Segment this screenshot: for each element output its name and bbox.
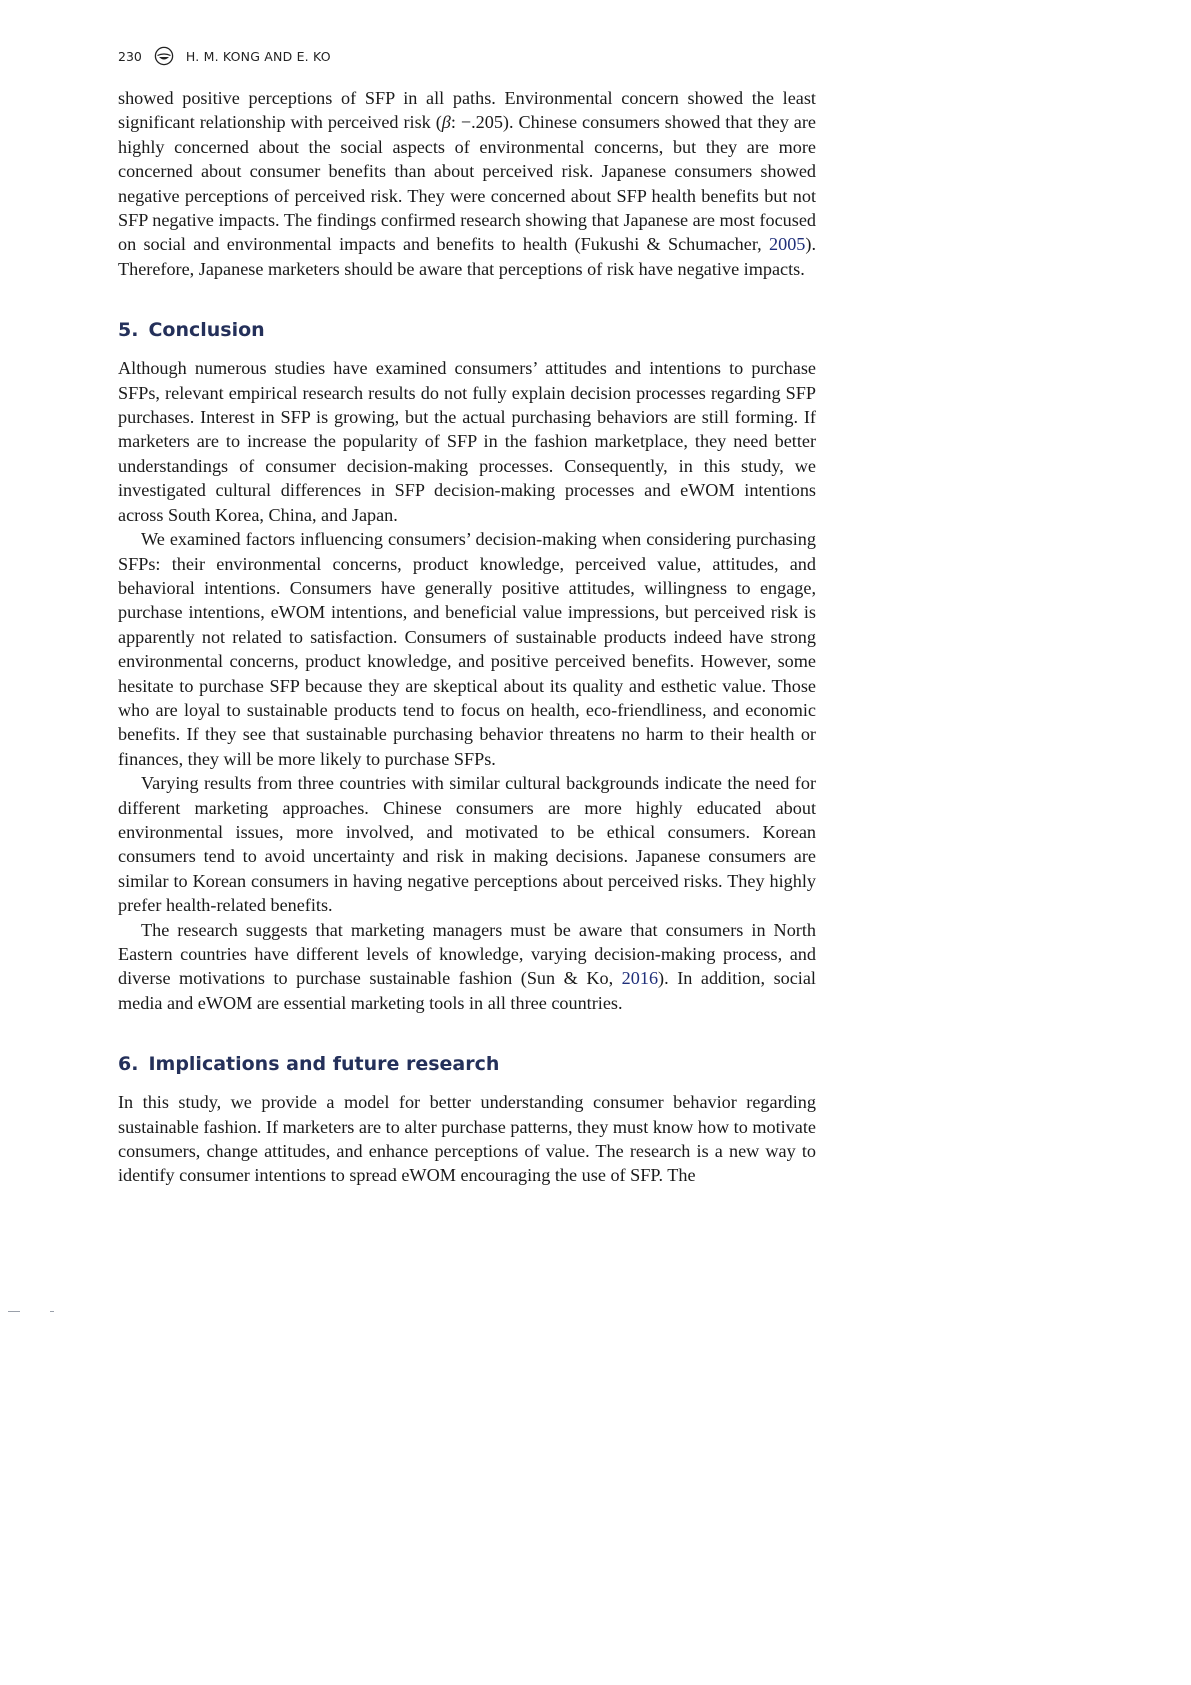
intro-text-2: : −.205). Chinese consumers showed that they are highly concerned about the social aspects of environmental concerns, but they are more concerned about consumer benefits than about perceived risk. Japanese consumers showed negative perceptions of perceived risk. They were concerned about SFP health benefits but not SFP negative impacts. The findings confirmed research showing that Japanese are most focused on social and environmental impacts and benefits to health (Fukushi & Schumacher, <box>118 112 816 255</box>
page-number: 230 <box>118 48 142 64</box>
conclusion-4-text-2: ). In addition, social media and eWOM are essential marketing tools in all three countries. <box>118 968 816 1013</box>
citation-link-2016[interactable]: 2016 <box>621 968 659 989</box>
journal-logo-icon <box>154 46 174 66</box>
section-5-title: Conclusion <box>148 319 265 342</box>
conclusion-4-text-1: The research suggests that marketing managers must be aware that consumers in North Eastern countries have different levels of knowledge, varying decision-making process, and diverse motivations to purchase sustainable fashion (Sun & Ko, <box>118 919 816 989</box>
running-head <box>118 44 816 68</box>
page <box>118 44 816 1188</box>
scan-artifact <box>8 1311 56 1313</box>
section-6-number: 6. <box>118 1053 139 1076</box>
conclusion-paragraph-3: Varying results from three countries with similar cultural backgrounds indicate the need for different marketing approaches. Chinese consumers are more highly educated about environmental issues, more involved, and motivated to be ethical consumers. Korean consumers tend to avoid uncertainty and risk in making decisions. Japanese consumers are similar to Korean consumers in having negative perceptions about perceived risks. They highly prefer health-related benefits. <box>118 773 816 916</box>
intro-text-3: ). Therefore, Japanese marketers should be aware that perceptions of risk have negative impacts. <box>118 234 816 279</box>
conclusion-paragraph-4 <box>118 918 816 1016</box>
section-5-number: 5. <box>118 319 139 342</box>
intro-paragraph <box>118 86 816 281</box>
running-head-authors: H. M. KONG AND E. KO <box>185 48 331 64</box>
section-6-heading <box>118 1052 816 1076</box>
section-5-heading <box>118 318 816 342</box>
implications-paragraph: In this study, we provide a model for better understanding consumer behavior regarding sustainable fashion. If marketers are to alter purchase patterns, they must know how to motivate consumers, change attitudes, and enhance perceptions of value. The research is a new way to identify consumer intentions to spread eWOM encouraging the use of SFP. The <box>118 1092 816 1186</box>
conclusion-paragraph-1: Although numerous studies have examined consumers’ attitudes and intentions to purchase SFPs, relevant empirical research results do not fully explain decision processes regarding SFP purchases. Interest in SFP is growing, but the actual purchasing behaviors are still forming. If marketers are to increase the popularity of SFP in the fashion marketplace, they need better understandings of consumer decision-making processes. Consequently, in this study, we investigated cultural differences in SFP decision-making processes and eWOM intentions across South Korea, China, and Japan. <box>118 358 816 525</box>
citation-link-2005[interactable]: 2005 <box>769 234 806 255</box>
conclusion-paragraph-2: We examined factors influencing consumers’ decision-making when considering purchasing SFPs: their environmental concerns, product knowledge, perceived value, attitudes, and behavioral intentions. Consumers have generally positive attitudes, willingness to engage, purchase intentions, eWOM intentions, and beneficial value impressions, but perceived risk is apparently not related to satisfaction. Consumers of sustainable products indeed have strong environmental concerns, product knowledge, and positive perceived benefits. However, some hesitate to purchase SFP because they are skeptical about its quality and esthetic value. Those who are loyal to sustainable products tend to focus on health, eco-friendliness, and economic benefits. If they see that sustainable purchasing behavior threatens no harm to their health or finances, they will be more likely to purchase SFPs. <box>118 529 816 769</box>
section-6-title: Implications and future research <box>148 1053 500 1076</box>
intro-text-1: showed positive perceptions of SFP in all paths. Environmental concern showed the least significant relationship with perceived risk ( <box>118 88 816 133</box>
beta-symbol: β <box>441 112 451 133</box>
